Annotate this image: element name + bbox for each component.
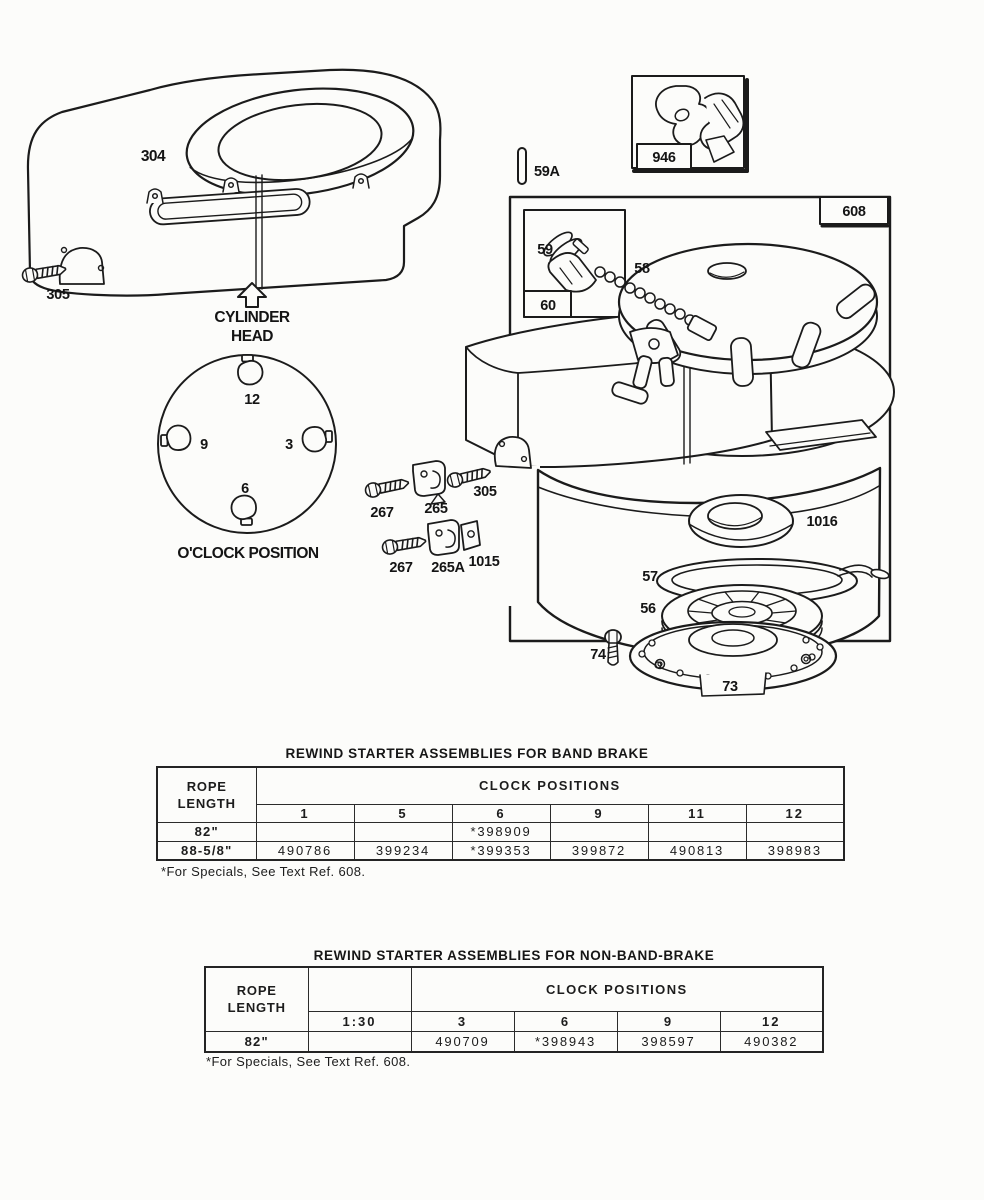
part-number-cell: 490382	[720, 1031, 823, 1052]
handle-inset-59-60	[524, 210, 625, 317]
col-header: 11	[648, 804, 746, 822]
clock-positions-header: CLOCK POSITIONS	[256, 767, 844, 804]
col-header: 9	[550, 804, 648, 822]
empty-header-cell	[308, 967, 411, 1011]
rope-length-cell: 88-5/8"	[157, 841, 256, 860]
oclock-caption: O'CLOCK POSITION	[177, 545, 319, 562]
rope-length-cell: 82"	[157, 822, 256, 841]
col-header: 3	[411, 1011, 514, 1031]
oclock-label-6: 6	[241, 481, 249, 497]
rope-header-line1: ROPE	[186, 778, 227, 794]
part-label-56: 56	[640, 601, 656, 617]
part-label-1015: 1015	[468, 554, 500, 570]
part-label-265a: 265A	[431, 560, 465, 576]
part-number-cell: 398983	[746, 841, 844, 860]
part-number-cell	[354, 822, 452, 841]
part-label-59a: 59A	[534, 164, 560, 180]
screw-305-right-drawing	[446, 464, 497, 500]
part-label-74: 74	[590, 647, 606, 663]
cylinder-head-caption-line2: HEAD	[231, 328, 273, 345]
cylinder-head-callout	[214, 283, 290, 345]
screw-267-lower-drawing	[381, 534, 426, 576]
non-band-brake-table	[204, 966, 824, 1053]
part-number-cell: 490709	[411, 1031, 514, 1052]
screw-267-upper-drawing	[364, 476, 409, 521]
oclock-label-12: 12	[244, 392, 260, 408]
part-label-608: 608	[842, 204, 866, 220]
non-band-brake-footnote: *For Specials, See Text Ref. 608.	[206, 1054, 411, 1069]
part-label-1016: 1016	[806, 514, 838, 530]
cylinder-head-caption-line1: CYLINDER	[214, 309, 290, 326]
part-number-cell: *398943	[514, 1031, 617, 1052]
pin-59a-drawing	[518, 148, 561, 184]
col-header: 5	[354, 804, 452, 822]
clutch-73-drawing	[630, 622, 836, 696]
band-brake-footnote: *For Specials, See Text Ref. 608.	[161, 864, 366, 879]
rope-length-header	[157, 767, 256, 822]
col-header: 1	[256, 804, 354, 822]
part-number-cell: *398909	[452, 822, 550, 841]
col-header: 6	[452, 804, 550, 822]
plate-1015-drawing	[461, 521, 500, 570]
part-number-cell	[746, 822, 844, 841]
part-label-305-left: 305	[46, 287, 70, 303]
part-number-cell	[256, 822, 354, 841]
rope-length-cell: 82"	[205, 1031, 308, 1052]
rope-header-line1: ROPE	[236, 983, 277, 999]
table-row	[157, 841, 844, 860]
part-number-cell: 490813	[648, 841, 746, 860]
part-label-60: 60	[540, 298, 556, 314]
oclock-label-9: 9	[200, 437, 208, 453]
part-label-305-right: 305	[473, 484, 497, 500]
rope-header-line2: LENGTH	[177, 795, 236, 811]
part-label-58: 58	[634, 261, 650, 277]
band-brake-table-title: REWIND STARTER ASSEMBLIES FOR BAND BRAKE	[285, 746, 649, 761]
bracket-265-drawing	[413, 461, 448, 517]
rope-length-header	[205, 967, 308, 1031]
part-label-57: 57	[642, 569, 658, 585]
part-number-cell: *399353	[452, 841, 550, 860]
part-label-267-upper: 267	[370, 505, 394, 521]
col-header: 9	[617, 1011, 720, 1031]
part-number-cell: 398597	[617, 1031, 720, 1052]
table-row	[205, 1031, 823, 1052]
part-number-cell	[550, 822, 648, 841]
part-label-267-lower: 267	[389, 560, 413, 576]
rope-header-line2: LENGTH	[227, 1000, 286, 1016]
part-number-cell	[308, 1031, 411, 1052]
oclock-label-3: 3	[285, 437, 293, 453]
part-number-cell: 399234	[354, 841, 452, 860]
band-brake-table	[156, 766, 845, 861]
part-label-265: 265	[424, 501, 448, 517]
col-header: 12	[720, 1011, 823, 1031]
part-number-cell	[648, 822, 746, 841]
part-number-cell: 399872	[550, 841, 648, 860]
part-number-cell: 490786	[256, 841, 354, 860]
bracket-265a-drawing	[428, 520, 466, 576]
oclock-position-diagram	[158, 355, 336, 562]
col-header: 12	[746, 804, 844, 822]
clock-positions-header: CLOCK POSITIONS	[411, 967, 823, 1011]
part-label-304: 304	[140, 148, 166, 165]
table-row	[157, 822, 844, 841]
col-header: 6	[514, 1011, 617, 1031]
part-label-73: 73	[722, 679, 738, 695]
part-label-946: 946	[652, 150, 676, 166]
rope-guide-946-box	[632, 76, 747, 171]
blower-housing-304-drawing	[28, 70, 440, 296]
part-label-59: 59	[537, 242, 553, 258]
col-header: 1:30	[308, 1011, 411, 1031]
non-band-brake-table-title: REWIND STARTER ASSEMBLIES FOR NON-BAND-BRAKE	[313, 948, 715, 963]
